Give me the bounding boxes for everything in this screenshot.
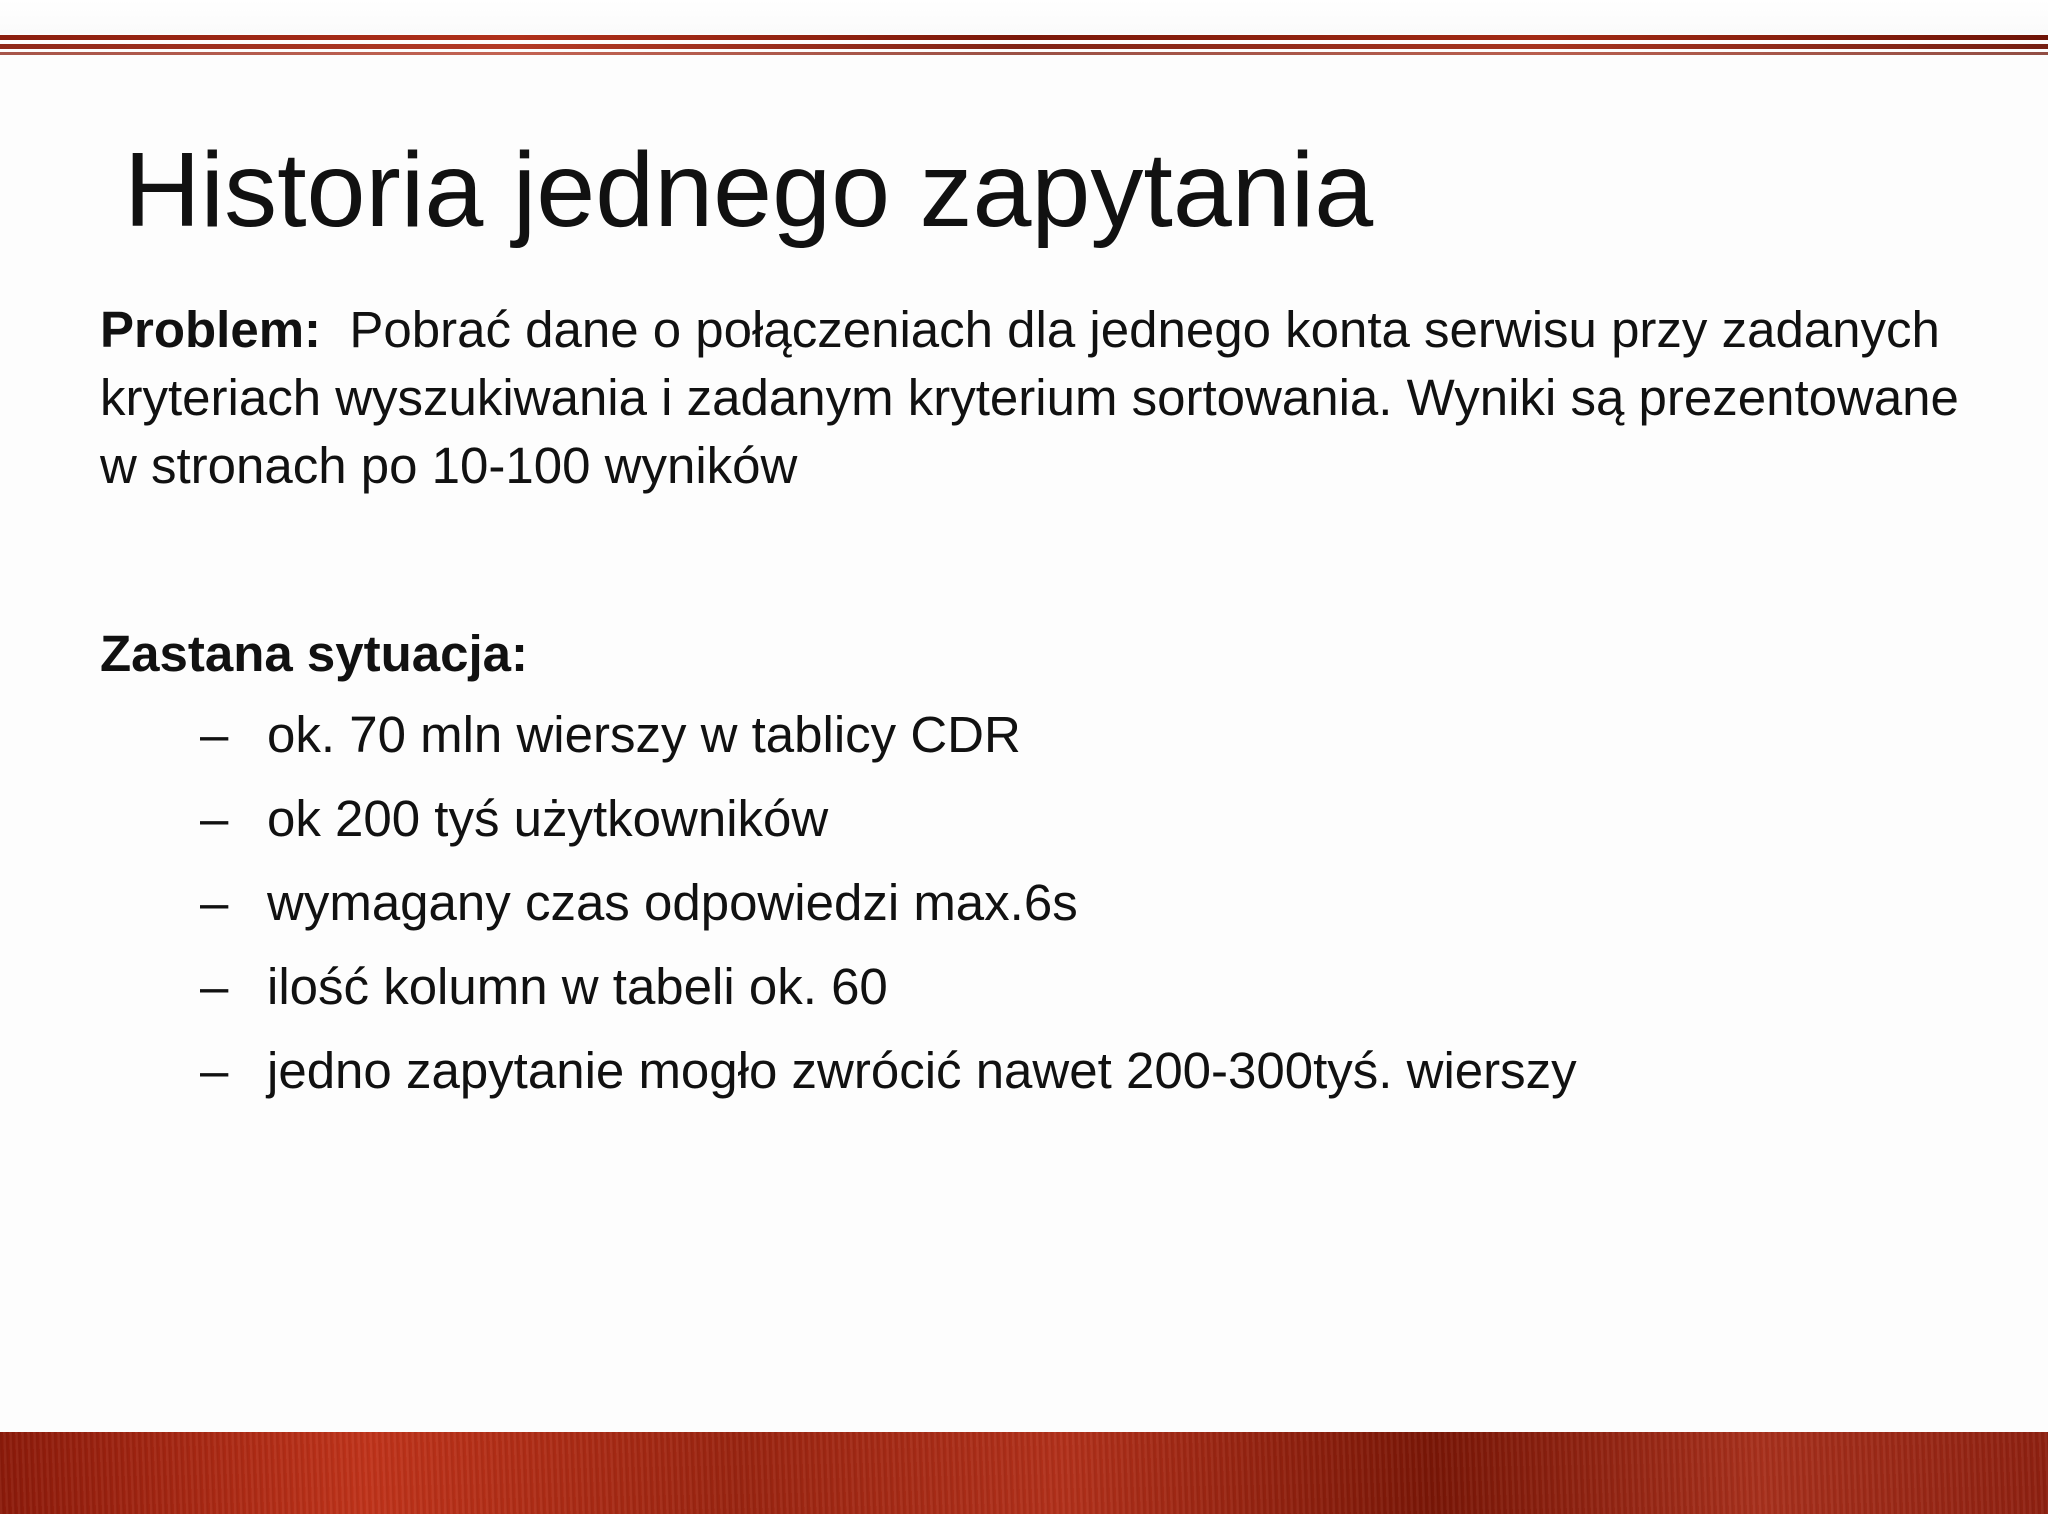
top-decorative-band — [0, 0, 2048, 60]
dash-bullet: – — [200, 874, 229, 931]
list-item — [0, 700, 2048, 770]
list-item — [0, 1036, 2048, 1106]
list-item — [0, 868, 2048, 938]
list-item — [0, 784, 2048, 854]
list-item-text: ok 200 tyś użytkowników — [267, 790, 829, 847]
top-stripe — [0, 52, 2048, 55]
dash-bullet: – — [200, 790, 229, 847]
dash-bullet: – — [200, 1042, 229, 1099]
top-stripe — [0, 35, 2048, 40]
list-item-text: wymagany czas odpowiedzi max.6s — [267, 874, 1078, 931]
top-stripe — [0, 44, 2048, 49]
dash-bullet: – — [200, 958, 229, 1015]
slide-title: Historia jednego zapytania — [124, 131, 1374, 249]
list-item-text: jedno zapytanie mogło zwrócić nawet 200-300tyś. wierszy — [267, 1042, 1577, 1099]
list-item-text: ok. 70 mln wierszy w tablicy CDR — [267, 706, 1021, 763]
dash-bullet: – — [200, 706, 229, 763]
problem-text: Pobrać dane o połączeniach dla jednego konta serwisu przy zadanych kryteriach wyszukiwania i zadanym kryterium sortowania. Wyniki są prezentowane w stronach po 10-100 wyników — [100, 301, 1959, 494]
list-item-text: ilość kolumn w tabeli ok. 60 — [267, 958, 888, 1015]
situation-heading: Zastana sytuacja: — [100, 625, 529, 682]
bottom-decorative-band — [0, 1432, 2048, 1514]
problem-label: Problem: — [100, 301, 322, 358]
list-item — [0, 952, 2048, 1022]
problem-paragraph — [100, 296, 1980, 500]
